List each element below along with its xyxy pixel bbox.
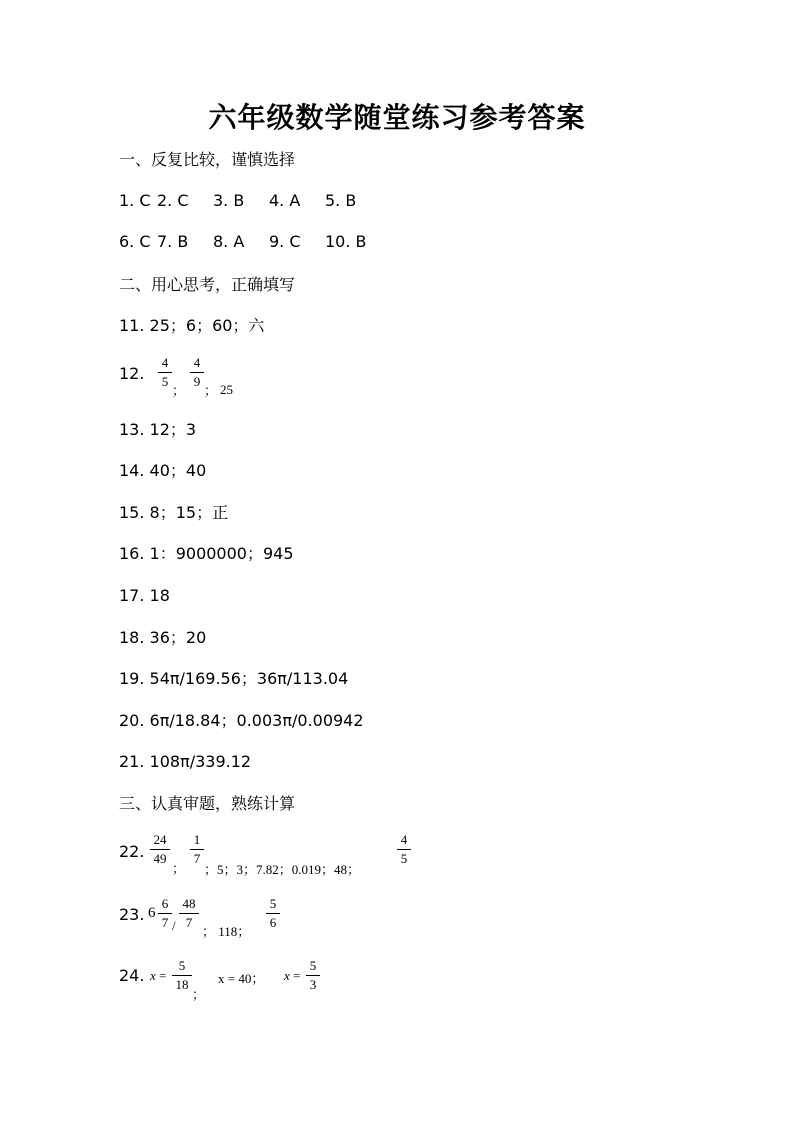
answer-q23-label: 23. xyxy=(119,905,145,924)
separator: ； xyxy=(192,987,206,1002)
denominator: 7 xyxy=(193,851,201,866)
choice-answer: 1. C xyxy=(119,191,151,210)
fraction xyxy=(190,832,204,867)
answer-q24-label: 24. xyxy=(119,966,145,985)
denominator: 5 xyxy=(400,851,408,866)
equation-answer: x = 40； xyxy=(218,971,265,986)
answer-values: ； 118； xyxy=(202,924,251,939)
choice-answer: 5. B xyxy=(325,191,357,210)
denominator: 5 xyxy=(161,374,169,389)
numerator: 4 xyxy=(161,355,169,370)
denominator: 3 xyxy=(309,977,317,992)
numerator: 24 xyxy=(153,832,167,847)
slash: / xyxy=(172,918,176,933)
fraction-bar xyxy=(158,372,172,373)
fraction xyxy=(266,896,280,931)
fraction xyxy=(150,832,170,867)
choice-answer: 8. A xyxy=(213,232,245,251)
denominator: 18 xyxy=(175,977,189,992)
separator: ； xyxy=(172,383,186,398)
choice-answer: 10. B xyxy=(325,232,367,251)
section-heading-3: 三、认真审题，熟练计算 xyxy=(119,794,296,813)
denominator: 6 xyxy=(269,915,277,930)
choice-answer: 4. A xyxy=(269,191,301,210)
answer-q11: 11. 25；6；60；六 xyxy=(119,316,265,335)
numerator: 1 xyxy=(193,832,201,847)
numerator: 5 xyxy=(178,958,186,973)
numerator: 4 xyxy=(400,832,408,847)
fraction-bar xyxy=(306,975,320,976)
equals-sign: = xyxy=(159,968,167,983)
fraction xyxy=(158,896,172,931)
denominator: 49 xyxy=(153,851,167,866)
answer-value: 25 xyxy=(220,382,233,397)
fraction xyxy=(179,896,199,931)
answer-q22-label: 22. xyxy=(119,842,145,861)
numerator: 5 xyxy=(269,896,277,911)
variable-x: x xyxy=(150,968,156,983)
fraction xyxy=(158,355,172,390)
answer-q19: 19. 54π/169.56；36π/113.04 xyxy=(119,669,349,688)
answer-q13: 13. 12；3 xyxy=(119,420,197,439)
fraction-bar xyxy=(266,913,280,914)
answer-q16: 16. 1：9000000；945 xyxy=(119,544,294,563)
page-title: 六年级数学随堂练习参考答案 xyxy=(208,101,586,134)
numerator: 4 xyxy=(193,355,201,370)
numerator: 5 xyxy=(309,958,317,973)
section-heading-1: 一、反复比较，谨慎选择 xyxy=(119,150,296,169)
choice-row-2 xyxy=(119,232,367,252)
numerator: 48 xyxy=(182,896,196,911)
answer-q18: 18. 36；20 xyxy=(119,628,207,647)
fraction-bar xyxy=(172,975,192,976)
choice-answer: 2. C xyxy=(157,191,189,210)
separator: ； xyxy=(204,383,218,398)
section-heading-2: 二、用心思考，正确填写 xyxy=(119,275,296,294)
fraction-bar xyxy=(190,372,204,373)
fraction-bar xyxy=(158,913,172,914)
answer-q12-label: 12. xyxy=(119,364,145,383)
answer-q21: 21. 108π/339.12 xyxy=(119,752,252,771)
answer-q17: 17. 18 xyxy=(119,586,170,605)
numerator: 6 xyxy=(161,896,169,911)
answer-values: ；5；3；7.82；0.019；48； xyxy=(204,862,361,877)
fraction xyxy=(306,958,320,993)
equation-lhs xyxy=(150,968,166,984)
choice-answer: 9. C xyxy=(269,232,301,251)
denominator: 7 xyxy=(161,915,169,930)
denominator: 7 xyxy=(185,915,193,930)
whole-number: 6 xyxy=(148,905,156,921)
choice-answer: 7. B xyxy=(157,232,189,251)
variable-x: x xyxy=(284,968,290,983)
fraction-bar xyxy=(397,849,411,850)
denominator: 9 xyxy=(193,374,201,389)
fraction xyxy=(190,355,204,390)
choice-answer: 6. C xyxy=(119,232,151,251)
answer-q15: 15. 8；15；正 xyxy=(119,503,229,522)
fraction-bar xyxy=(150,849,170,850)
answer-q20: 20. 6π/18.84；0.003π/0.00942 xyxy=(119,711,364,730)
choice-answer: 3. B xyxy=(213,191,245,210)
equals-sign: = xyxy=(293,968,301,983)
fraction xyxy=(172,958,192,993)
fraction-bar xyxy=(179,913,199,914)
answer-q14: 14. 40；40 xyxy=(119,461,207,480)
fraction-bar xyxy=(190,849,204,850)
separator: ； xyxy=(172,861,186,876)
equation-lhs xyxy=(284,968,300,984)
fraction xyxy=(397,832,411,867)
choice-row-1 xyxy=(119,191,356,211)
